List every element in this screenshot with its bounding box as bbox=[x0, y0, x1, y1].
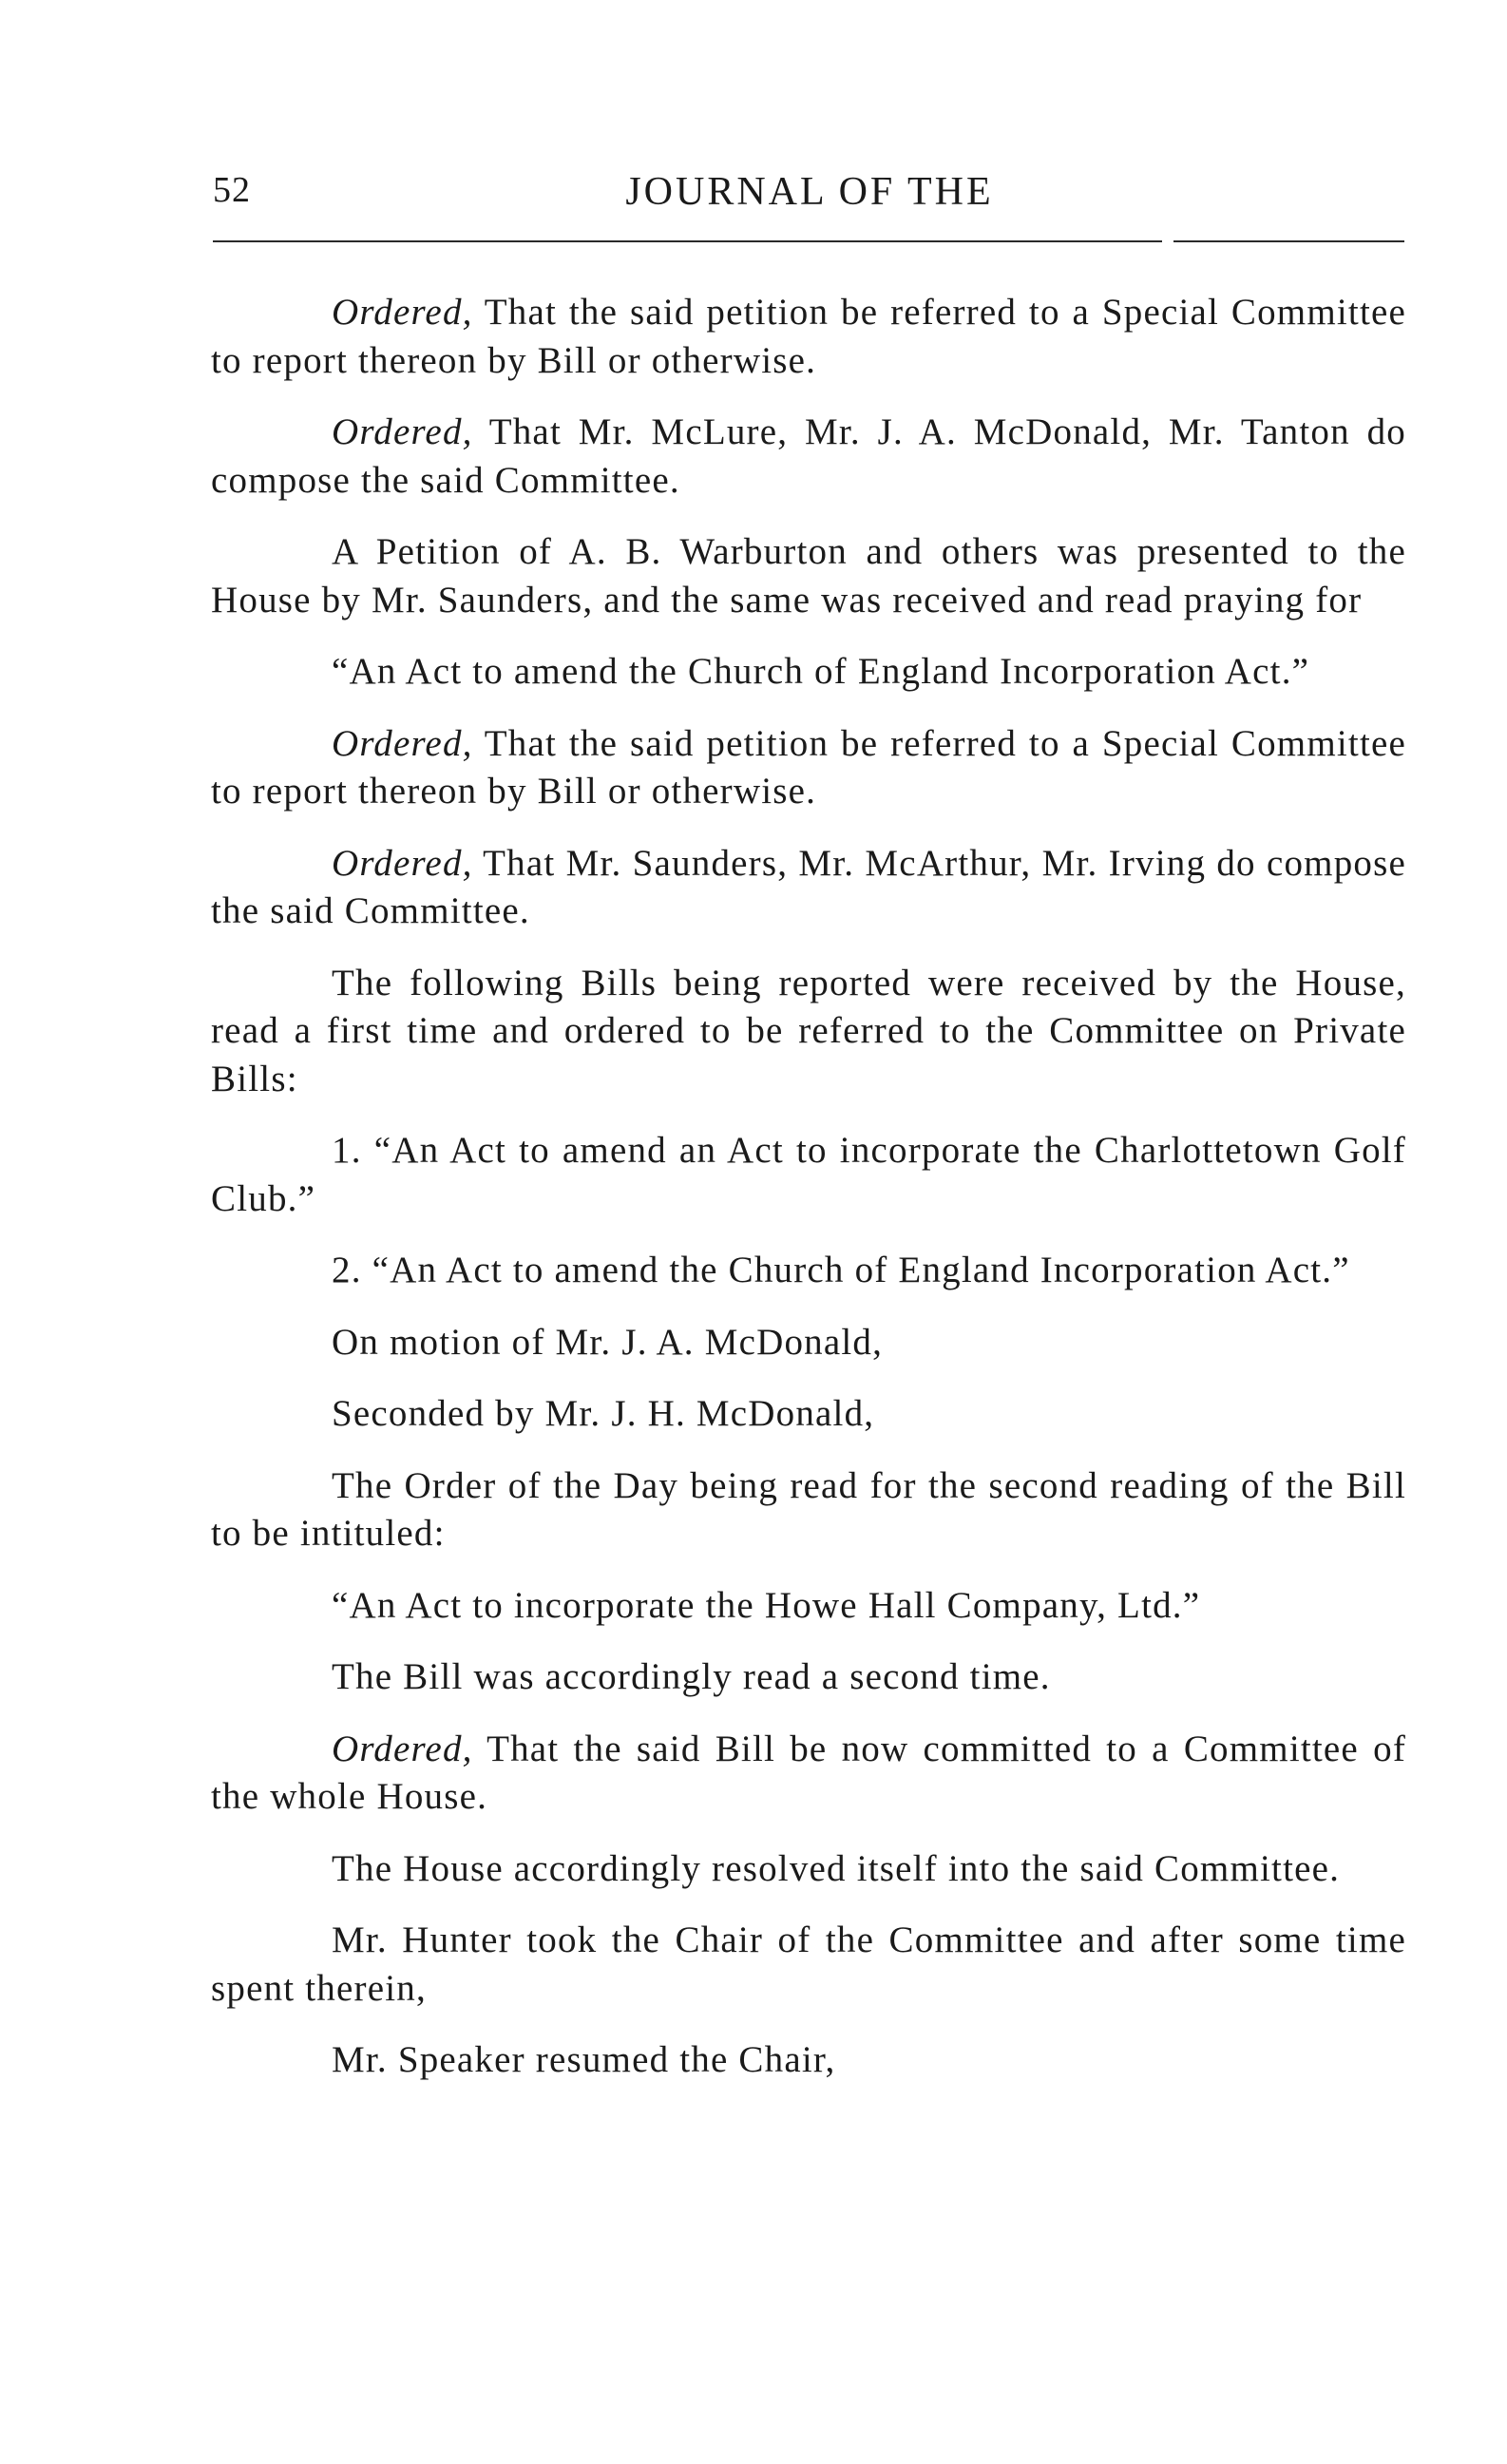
paragraph-text: That Mr. Saunders, Mr. McArthur, Mr. Irving do compose the said Committee. bbox=[211, 842, 1406, 931]
paragraph-speaker-resumed bbox=[211, 2036, 1406, 2085]
paragraph-text: “An Act to incorporate the Howe Hall Company, Ltd.” bbox=[332, 1584, 1201, 1626]
paragraph-text: 1. “An Act to amend an Act to incorporate the Charlottetown Golf Club.” bbox=[211, 1130, 1406, 1219]
paragraph-order-of-day bbox=[211, 1462, 1406, 1558]
paragraph-text: Mr. Speaker resumed the Chair, bbox=[332, 2039, 836, 2080]
paragraph-text: That the said petition be referred to a Special Committee to report thereon by Bill or otherwise. bbox=[211, 292, 1406, 381]
paragraph-text: The following Bills being reported were received by the House, read a first time and ordered to be referred to the Committee on Private Bills: bbox=[211, 962, 1406, 1099]
paragraph-text: That Mr. McLure, Mr. J. A. McDonald, Mr. Tanton do compose the said Committee. bbox=[211, 411, 1406, 501]
paragraph-text: On motion of Mr. J. A. McDonald, bbox=[332, 1321, 884, 1363]
paragraph-ordered-petition-referred-2 bbox=[211, 720, 1406, 816]
paragraph-hunter-chair bbox=[211, 1917, 1406, 2013]
header-rule-right bbox=[1173, 240, 1404, 242]
paragraph-text: That the said Bill be now committed to a Committee of the whole House. bbox=[211, 1728, 1406, 1817]
paragraph-text: The Order of the Day being read for the second reading of the Bill to be intituled: bbox=[211, 1464, 1406, 1554]
paragraph-motion bbox=[211, 1319, 1406, 1367]
paragraph-ordered-petition-referred bbox=[211, 289, 1406, 385]
paragraph-howe-hall-act bbox=[211, 1582, 1406, 1631]
paragraph-house-resolved bbox=[211, 1845, 1406, 1894]
ordered-lead: Ordered, bbox=[332, 292, 473, 333]
ordered-lead: Ordered, bbox=[332, 411, 473, 452]
paragraph-second-reading bbox=[211, 1653, 1406, 1702]
journal-body bbox=[211, 289, 1406, 2109]
paragraph-seconded bbox=[211, 1390, 1406, 1439]
paragraph-ordered-committee-members-2 bbox=[211, 840, 1406, 936]
paragraph-text: The Bill was accordingly read a second time. bbox=[332, 1656, 1051, 1697]
page-number: 52 bbox=[213, 170, 251, 210]
ordered-lead: Ordered, bbox=[332, 722, 473, 764]
paragraph-text: The House accordingly resolved itself into the said Committee. bbox=[332, 1847, 1341, 1889]
paragraph-ordered-committee-members bbox=[211, 409, 1406, 505]
paragraph-bill-2 bbox=[211, 1247, 1406, 1295]
paragraph-text: Seconded by Mr. J. H. McDonald, bbox=[332, 1393, 875, 1434]
running-title: JOURNAL OF THE bbox=[625, 170, 994, 214]
paragraph-text: A Petition of A. B. Warburton and others was presented to the House by Mr. Saunders, and the same was received and read praying for bbox=[211, 531, 1406, 621]
paragraph-text: “An Act to amend the Church of England Incorporation Act.” bbox=[332, 651, 1310, 692]
paragraph-bills-reported bbox=[211, 960, 1406, 1104]
header-rule-left bbox=[213, 240, 1162, 242]
ordered-lead: Ordered, bbox=[332, 1728, 473, 1769]
paragraph-act-title bbox=[211, 648, 1406, 697]
paragraph-text: 2. “An Act to amend the Church of England Incorporation Act.” bbox=[332, 1250, 1350, 1290]
paragraph-text: That the said petition be referred to a Special Committee to report thereon by Bill or otherwise. bbox=[211, 722, 1406, 812]
paragraph-petition-warburton bbox=[211, 528, 1406, 624]
ordered-lead: Ordered, bbox=[332, 842, 473, 884]
paragraph-bill-1 bbox=[211, 1127, 1406, 1223]
paragraph-ordered-committed bbox=[211, 1726, 1406, 1822]
page-header bbox=[213, 169, 1406, 226]
paragraph-text: Mr. Hunter took the Chair of the Committee and after some time spent therein, bbox=[211, 1920, 1406, 2009]
